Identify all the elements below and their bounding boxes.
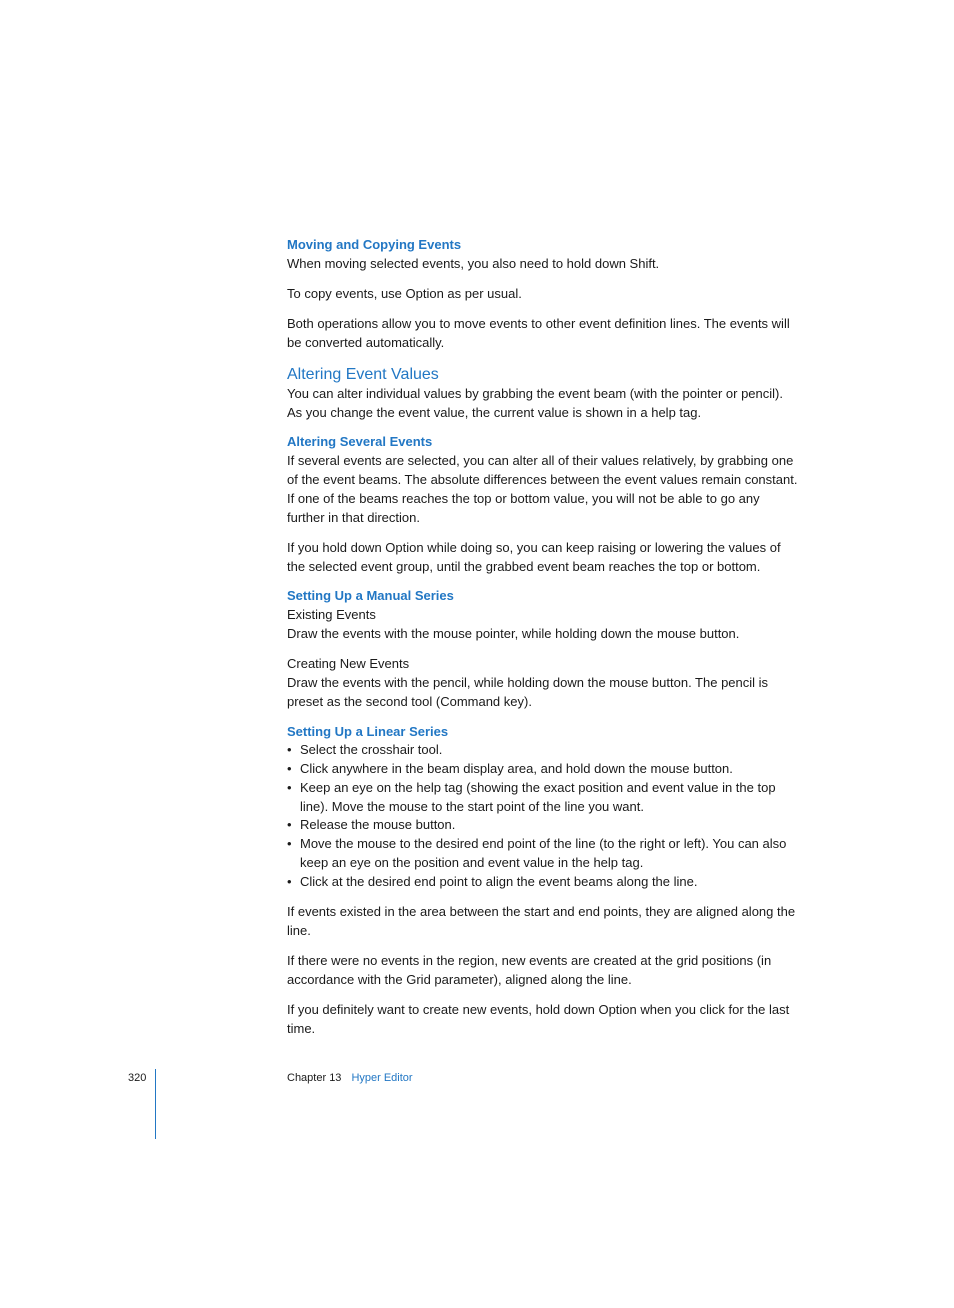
paragraph-definitely-new: If you definitely want to create new events, hold down Option when you click for the last time. xyxy=(287,1002,790,1036)
heading-altering-several-events: Altering Several Events xyxy=(287,434,433,450)
list-item: • Select the crosshair tool. xyxy=(287,741,799,760)
heading-moving-copying-events: Moving and Copying Events xyxy=(287,237,462,252)
list-item: • Keep an eye on the help tag (showing the exact position and event value in the top line). Move the mouse to the start point of the line you want. xyxy=(287,779,776,814)
bullet-icon: • xyxy=(287,836,292,852)
paragraph-copy-option: To copy events, use Option as per usual. xyxy=(287,285,522,301)
paragraph-both-operations: Both operations allow you to move events to other event definition lines. The events will be converted automatically. xyxy=(287,316,790,350)
list-item: • Click anywhere in the beam display area, and hold down the mouse button. xyxy=(287,760,799,779)
bullet-icon: • xyxy=(287,873,292,889)
page-number: 320 xyxy=(128,1072,147,1084)
page-content xyxy=(287,236,799,1039)
paragraph-alter-individual: You can alter individual values by grabbing the event beam (with the pointer or pencil). As you change the event value, the current value is shown in a help tag. xyxy=(287,385,783,420)
footer-divider xyxy=(155,1069,156,1139)
paragraph-draw-pencil: Draw the events with the pencil, while holding down the mouse button. The pencil is preset as the second tool (Command key). xyxy=(287,674,769,709)
footer-chapter-label: Chapter 13 xyxy=(287,1072,342,1084)
paragraph-hold-option: If you hold down Option while doing so, you can keep raising or lowering the values of the selected event group, until the grabbed event beam reaches the top or bottom. xyxy=(287,539,781,574)
bullet-icon: • xyxy=(287,742,292,758)
footer-chapter-title: Hyper Editor xyxy=(351,1072,413,1084)
list-item: • Move the mouse to the desired end point of the line (to the right or left). You can also keep an eye on the position and event value in the help tag. xyxy=(287,836,787,871)
footer-chapter xyxy=(287,1070,413,1086)
bullet-icon: • xyxy=(287,779,292,795)
heading-altering-event-values: Altering Event Values xyxy=(287,365,439,383)
list-item: • Click at the desired end point to align the event beams along the line. xyxy=(287,873,799,892)
heading-linear-series: Setting Up a Linear Series xyxy=(287,723,449,739)
heading-manual-series: Setting Up a Manual Series xyxy=(287,588,454,604)
bullet-icon: • xyxy=(287,761,292,777)
paragraph-moving-shift: When moving selected events, you also need to hold down Shift. xyxy=(287,255,660,271)
paragraph-several-selected: If several events are selected, you can alter all of their values relatively, by grabbing one of the event beams. The absolute differences between the event values remain constant. If one of the beams reaches the top or bottom value, you will not be able to go any further in that direction. xyxy=(287,453,798,525)
linear-series-steps xyxy=(287,741,799,891)
subheading-existing-events: Existing Events xyxy=(287,607,376,623)
paragraph-events-existed: If events existed in the area between the start and end points, they are aligned along the line. xyxy=(287,904,796,938)
list-item: • Release the mouse button. xyxy=(287,816,799,835)
bullet-icon: • xyxy=(287,817,292,833)
paragraph-no-events: If there were no events in the region, new events are created at the grid positions (in accordance with the Grid parameter), aligned along the line. xyxy=(287,953,772,987)
subheading-creating-new-events: Creating New Events xyxy=(287,656,410,672)
paragraph-draw-pointer: Draw the events with the mouse pointer, while holding down the mouse button. xyxy=(287,625,740,641)
